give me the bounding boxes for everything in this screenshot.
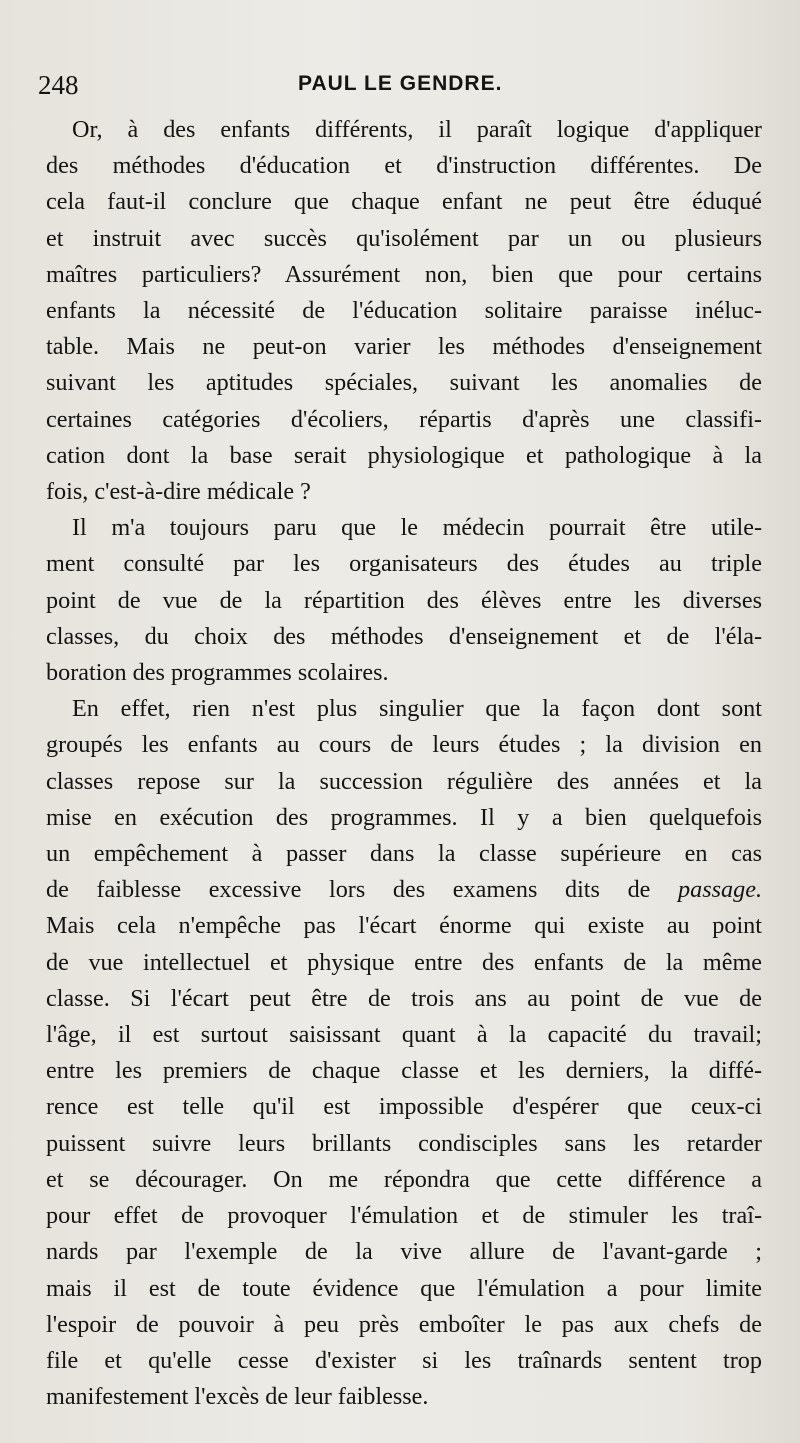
text-line-content: fois, c'est-à-dire médicale ? [46,478,311,506]
text-line [46,655,762,691]
text-line [46,583,762,619]
text-line-content: classes repose sur la succession régulière des années et la [46,767,762,795]
text-line [46,148,762,184]
page-header [38,66,768,106]
text-line [46,1198,762,1234]
text-line-content: file et qu'elle cesse d'exister si les traînards sentent trop [46,1346,762,1374]
text-line-content: entre les premiers de chaque classe et les derniers, la diffé- [46,1057,762,1085]
text-line [46,438,762,474]
text-line [46,1053,762,1089]
text-line-content: point de vue de la répartition des élèves entre les diverses [46,586,762,614]
text-line-content: cation dont la base serait physiologique et pathologique à la [46,441,762,469]
text-line [46,1162,762,1198]
text-line-content: Or, à des enfants différents, il paraît logique d'appliquer [72,116,762,143]
text-line [46,546,762,582]
text-line [46,727,762,763]
text-line [46,1307,762,1343]
text-line [46,1343,762,1379]
page-number: 248 [38,70,79,100]
text-line-content: classes, du choix des méthodes d'enseignement et de l'éla- [46,622,762,650]
text-line-content: En effet, rien n'est plus singulier que la façon dont sont [72,695,762,723]
text-line-content: classe. Si l'écart peut être de trois ans au point de vue de [46,984,762,1012]
text-line [46,908,762,944]
text-line [46,1017,762,1053]
text-line [46,764,762,800]
text-line-content: et instruit avec succès qu'isolément par un ou plusieurs [46,224,762,252]
text-line [46,1379,762,1415]
text-line-content: un empêchement à passer dans la classe supérieure en cas [46,840,762,868]
text-line-content: nards par l'exemple de la vive allure de l'avant-garde ; [46,1238,762,1266]
text-line-content: enfants la nécessité de l'éducation solitaire paraisse inéluc- [46,297,762,325]
text-line [46,836,762,872]
text-line-content: manifestement l'excès de leur faiblesse. [46,1383,429,1411]
text-line [46,329,762,365]
text-line [46,872,762,908]
text-line [46,365,762,401]
text-line [46,800,762,836]
text-line-content: boration des programmes scolaires. [46,659,389,687]
text-line [46,945,762,981]
text-line [46,221,762,257]
text-line-content: suivant les aptitudes spéciales, suivant les anomalies de [46,369,762,397]
text-line [46,510,762,546]
text-line-content: table. Mais ne peut-on varier les méthodes d'enseignement [46,333,762,361]
text-line-content: et se décourager. On me répondra que cette différence a [46,1165,762,1193]
text-line-content: puissent suivre leurs brillants condisciples sans les retarder [46,1129,762,1157]
text-line-content: certaines catégories d'écoliers, répartis d'après une classifi- [46,405,762,433]
text-line [46,474,762,510]
text-line-content: mise en exécution des programmes. Il y a bien quelquefois [46,803,762,831]
text-line [46,1089,762,1125]
body-text [46,112,762,1415]
text-line-content: de faiblesse excessive lors des examens dits de [46,876,679,904]
text-line-content: Mais cela n'empêche pas l'écart énorme qui existe au point [46,912,762,940]
text-line-content: pour effet de provoquer l'émulation et de stimuler les traî- [46,1202,762,1230]
text-line [46,981,762,1017]
text-line [46,1234,762,1270]
text-line-content: des méthodes d'éducation et d'instruction différentes. De [46,152,762,180]
text-line-content: Il m'a toujours paru que le médecin pourrait être utile- [72,514,762,542]
text-line-content: ment consulté par les organisateurs des études au triple [46,550,762,578]
text-line-content: rence est telle qu'il est impossible d'espérer que ceux-ci [46,1093,762,1121]
text-line [46,1271,762,1307]
text-line [46,691,762,727]
text-line-content: maîtres particuliers? Assurément non, bien que pour certains [46,260,762,288]
italic-term: passage. [678,876,762,904]
text-line-content: l'âge, il est surtout saisissant quant à la capacité du travail; [46,1021,762,1049]
text-line-content: mais il est de toute évidence que l'émulation a pour limite [46,1274,762,1302]
text-line [46,257,762,293]
text-line [46,1126,762,1162]
running-title: PAUL LE GENDRE. [298,72,503,95]
text-line [46,293,762,329]
text-line [46,112,762,148]
text-line-content: cela faut-il conclure que chaque enfant ne peut être éduqué [46,188,762,216]
text-line-content: de vue intellectuel et physique entre des enfants de la même [46,948,762,976]
text-line [46,402,762,438]
text-line-content: l'espoir de pouvoir à peu près emboîter le pas aux chefs de [46,1310,762,1338]
text-line [46,184,762,220]
text-line-content: groupés les enfants au cours de leurs études ; la division en [46,731,762,759]
text-line [46,619,762,655]
